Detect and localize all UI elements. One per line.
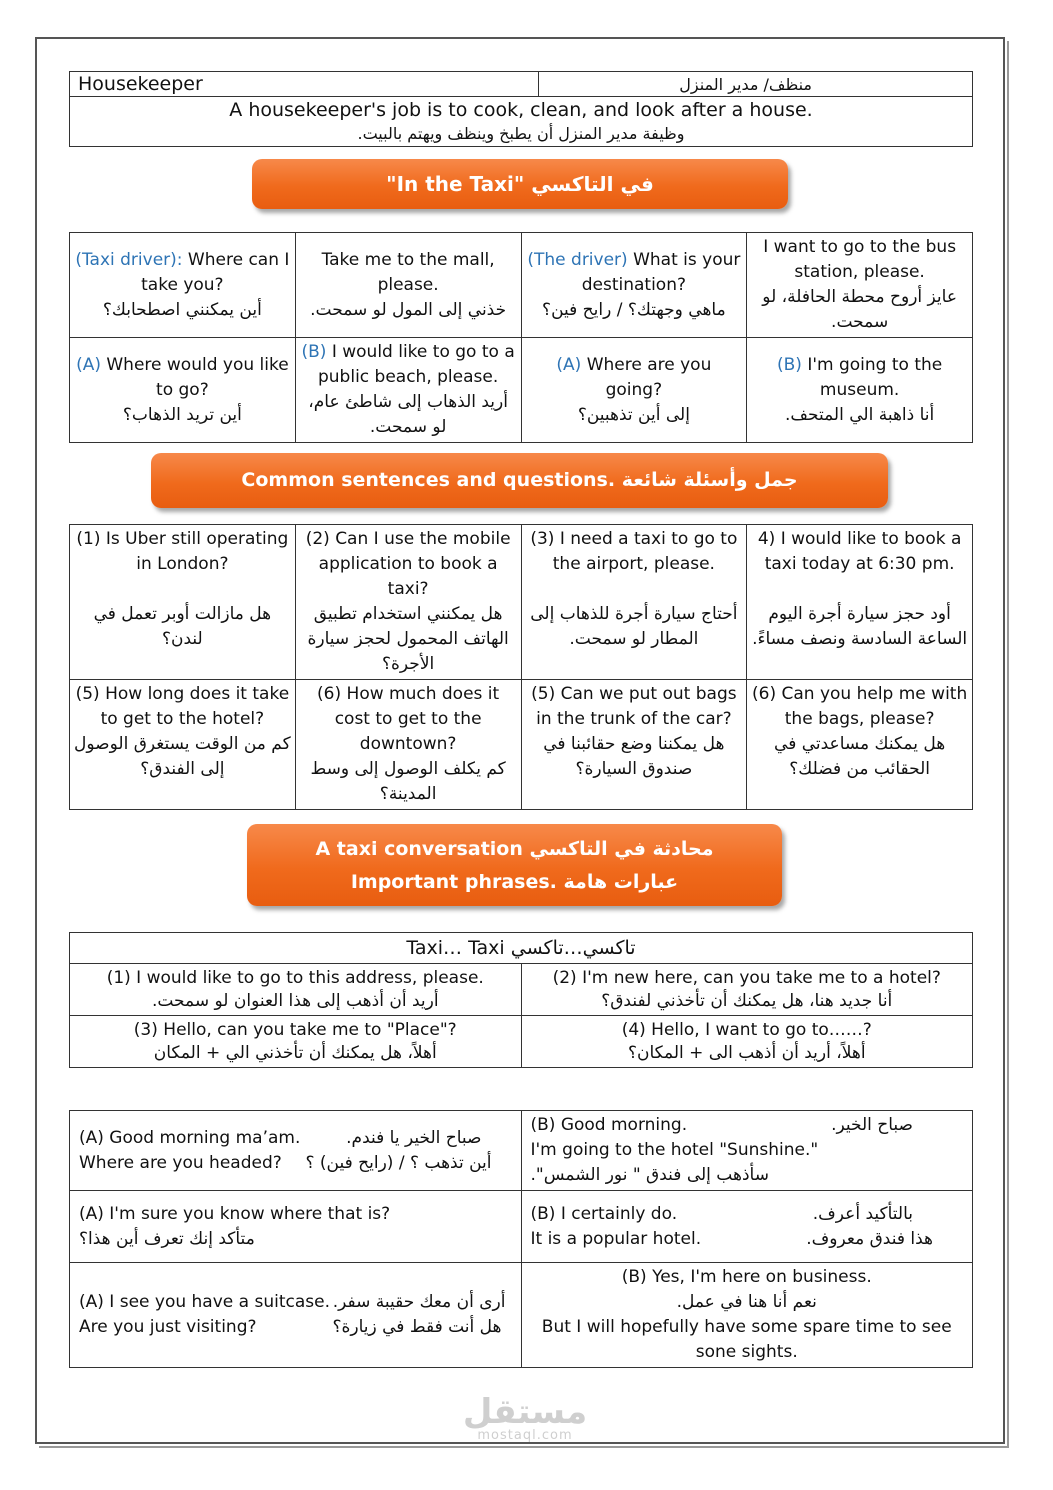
common-table — [69, 524, 973, 810]
cell-ar: أهلاً، هل يمكنك أن تأخذني الي + المكان — [153, 1042, 437, 1063]
cell-ar: عايز أروح محطة الحافلة، لو سمحت. — [762, 287, 957, 332]
header-title-ar: منظف/ مدير المنزل — [538, 72, 973, 97]
line-en: Where are you headed? — [79, 1152, 282, 1173]
dialogue-cell-b — [521, 1191, 973, 1263]
cell-ar: كم يكلف الوصول إلى وسط المدينة؟ — [310, 759, 506, 804]
line-en: Are you just visiting? — [79, 1317, 257, 1337]
cell-ar: هل يمكننا وضع حقائبنا في صندوق السيارة؟ — [543, 734, 725, 779]
speaker-label: (A) — [76, 354, 101, 375]
dialogue-cell-a — [70, 1191, 522, 1263]
banner-common-sentences-text: Common sentences and questions. جمل وأسئلة شائعة — [241, 469, 798, 491]
taxi-cell — [70, 233, 296, 338]
cell-ar: أريد الذهاب إلى شاطئ عام، لو سمحت. — [308, 392, 508, 437]
taxi-cell — [521, 233, 747, 338]
line-en: But I will hopefully have some spare time to see sone sights. — [541, 1317, 952, 1362]
cell-en: Where would you like to go? — [100, 354, 289, 400]
taxi-cell — [747, 338, 973, 443]
cell-en: I want to go to the bus station, please. — [763, 237, 957, 282]
cell-ar: أنا جديد هنا، هل يمكنك أن تأخذني لفندق؟ — [601, 990, 893, 1011]
cell-ar: أين يمكنني اصطحابك؟ — [102, 299, 262, 320]
cell-en: (2) I'm new here, can you take me to a hotel? — [552, 967, 941, 988]
line-en: (A) Good morning ma’am. — [79, 1127, 301, 1148]
cell-ar: هل يمكنني استخدام تطبيق الهاتف المحمول لحجز سيارة الأجرة؟ — [307, 604, 509, 674]
taxi-cell — [70, 338, 296, 443]
speaker-label: (The driver) — [527, 249, 628, 270]
phrases-table — [69, 932, 973, 1068]
cell-ar: أريد أن أذهب إلى هذا العنوان لو سمحت. — [151, 990, 439, 1011]
line-en: I'm going to the hotel "Sunshine." — [530, 1140, 819, 1160]
cell-en: (4) Hello, I want to go to……? — [621, 1019, 872, 1040]
phrase-cell — [521, 964, 973, 1016]
cell-ar: كم من الوقت يستغرق الوصول إلى الفندق؟ — [74, 734, 291, 779]
line-en: (B) Yes, I'm here on business. — [621, 1267, 872, 1287]
cell-en: (3) Hello, can you take me to "Place"? — [133, 1019, 457, 1040]
line-ar: نعم أنا هنا في عمل. — [676, 1292, 817, 1312]
line-ar: صباح الخير يا فندم. — [346, 1127, 482, 1148]
line-ar: هل أنت فقط في زيارة؟ — [332, 1317, 502, 1337]
cell-ar: أنا ذاهبة الي المتحف. — [784, 404, 935, 425]
banner-common-sentences — [151, 453, 888, 508]
cell-en: I'm going to the museum. — [801, 354, 943, 400]
common-cell — [70, 525, 296, 680]
line-en: (A) I see you have a suitcase. — [79, 1292, 330, 1312]
cell-en: (6) How much does it cost to get to the downtown? — [317, 684, 500, 754]
speaker-label: (B) — [777, 354, 802, 375]
cell-ar: ماهي وجهتك؟ / رايح فين؟ — [542, 299, 726, 320]
common-cell — [70, 680, 296, 810]
banner-taxi-conversation-line2: Important phrases. عبارات هامة — [350, 871, 679, 893]
banner-in-the-taxi — [252, 159, 788, 209]
speaker-label: (A) — [556, 354, 582, 375]
cell-en: (1) Is Uber still operating in London? — [76, 529, 289, 574]
cell-ar: أود حجز سيارة أجرة اليوم الساعة السادسة ونصف مساءً. — [752, 604, 968, 649]
cell-ar: هل يمكنك مساعدتي في الحقائب من فضلك؟ — [774, 734, 946, 779]
taxi-cell — [521, 338, 747, 443]
cell-en: I would like to go to a public beach, please. — [317, 342, 515, 387]
dialogue-cell-b — [521, 1263, 973, 1368]
line-en: It is a popular hotel. — [530, 1228, 702, 1249]
watermark-en: mostaql.com — [477, 1428, 573, 1443]
line-ar: بالتأكيد أعرف. — [812, 1203, 913, 1224]
taxi-cell — [295, 233, 521, 338]
cell-en: (5) How long does it take to get to the hotel? — [75, 684, 290, 729]
phrase-cell — [70, 1016, 522, 1068]
cell-en: (5) Can we put out bags in the trunk of the car? — [531, 684, 737, 729]
common-cell — [747, 525, 973, 680]
definition-ar: وظيفة مدير المنزل أن يطبخ وينظف ويهتم بالبيت. — [357, 123, 685, 143]
mostaql-watermark — [460, 1392, 590, 1443]
phrase-cell — [70, 964, 522, 1016]
common-cell — [521, 525, 747, 680]
speaker-label: (B) — [301, 342, 327, 362]
cell-en: What is your destination? — [581, 249, 741, 295]
header-title-en: Housekeeper — [70, 72, 539, 97]
cell-en: 4) I would like to book a taxi today at 6:30 pm. — [757, 529, 962, 574]
header-table — [69, 71, 973, 147]
header-definition — [70, 97, 973, 147]
taxi-cell — [747, 233, 973, 338]
definition-en: A housekeeper's job is to cook, clean, and look after a house. — [229, 98, 813, 121]
line-ar: أين تذهب ؟ / (رايح فين) ؟ — [305, 1152, 492, 1173]
cell-en: Where can I take you? — [141, 249, 290, 295]
dialogue-cell-b — [521, 1111, 973, 1191]
cell-ar: أحتاج سيارة أجرة للذهاب إلى المطار لو سمحت. — [530, 604, 738, 649]
cell-ar: أين تريد الذهاب؟ — [122, 404, 242, 425]
common-cell — [295, 525, 521, 680]
taxi-cell — [295, 338, 521, 443]
line-en: (B) Good morning. — [530, 1115, 688, 1135]
speaker-label: (Taxi driver): — [75, 249, 183, 270]
dialogue-table — [69, 1110, 973, 1368]
banner-taxi-conversation-line1: A taxi conversation محادثة في التاكسي — [315, 838, 714, 860]
phrase-cell — [521, 1016, 973, 1068]
cell-ar: إلى أين تذهبين؟ — [577, 404, 690, 425]
banner-taxi-conversation — [247, 824, 782, 906]
dialogue-cell-a — [70, 1263, 522, 1368]
cell-en: Take me to the mall, please. — [321, 249, 495, 295]
cell-en: Where are you going? — [581, 354, 712, 400]
line-ar: هذا فندق معروف. — [806, 1228, 933, 1249]
line-en: (A) I'm sure you know where that is? — [79, 1203, 391, 1224]
common-cell — [295, 680, 521, 810]
watermark-ar: مستقل — [462, 1392, 588, 1432]
cell-ar: هل مازالت أوبر تعمل في لندن؟ — [93, 604, 272, 649]
cell-en: (6) Can you help me with the bags, please? — [752, 684, 968, 729]
cell-en: (2) Can I use the mobile application to book a taxi? — [305, 529, 511, 599]
taxi-table — [69, 232, 973, 443]
common-cell — [747, 680, 973, 810]
cell-en: (3) I need a taxi to go to the airport, please. — [530, 529, 738, 574]
line-en: (B) I certainly do. — [530, 1203, 678, 1224]
cell-en: (1) I would like to go to this address, please. — [106, 967, 484, 988]
cell-ar: أهلاً، أريد أن أذهب الى + المكان؟ — [627, 1042, 866, 1063]
dialogue-cell-a — [70, 1111, 522, 1191]
line-ar: متأكد إنك تعرف أين هذا؟ — [79, 1228, 255, 1249]
line-ar: سأذهب إلى فندق " نور الشمس". — [530, 1165, 769, 1185]
cell-ar: خذني إلى المول لو سمحت. — [310, 299, 507, 320]
line-ar: صباح الخير. — [831, 1115, 913, 1135]
line-ar: أرى أن معك حقيبة سفر. — [332, 1292, 506, 1312]
common-cell — [521, 680, 747, 810]
phrases-heading: Taxi… Taxi تاكسي…تاكسي — [70, 933, 973, 964]
banner-in-the-taxi-text: "In the Taxi" في التاكسي — [386, 172, 654, 196]
